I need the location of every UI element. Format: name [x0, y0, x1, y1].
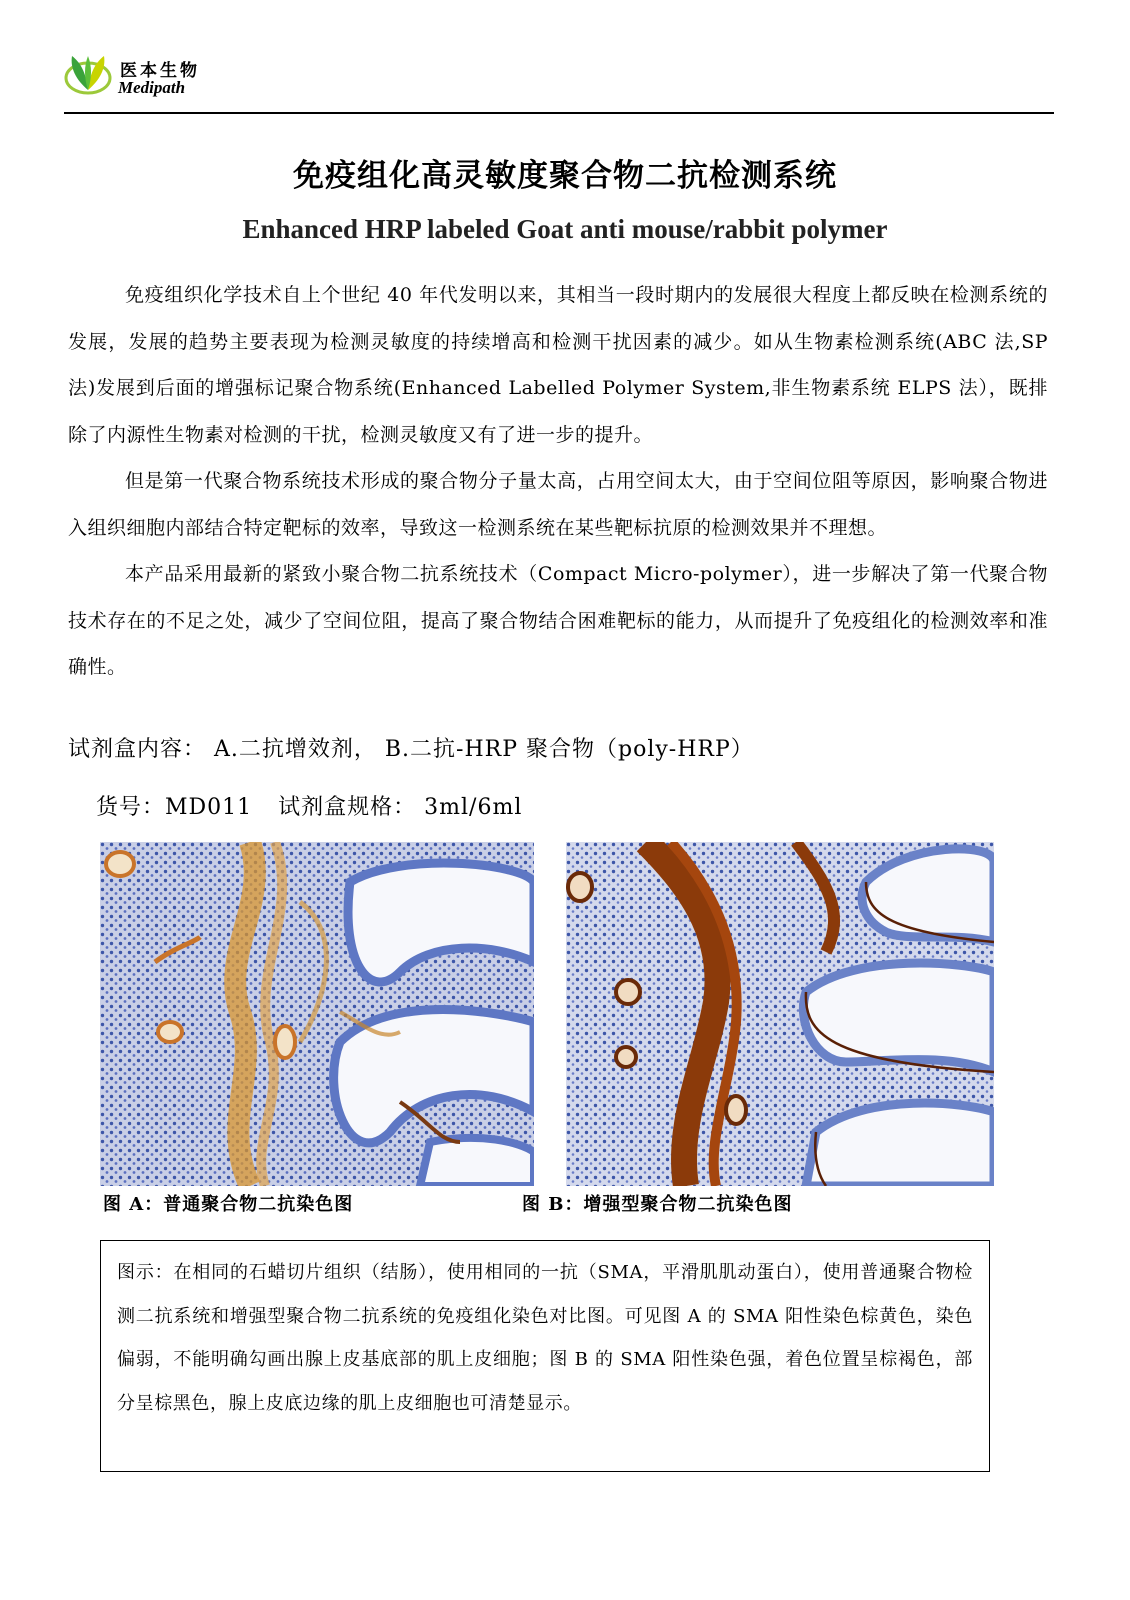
intro-text — [68, 272, 1048, 691]
leaf-logo-icon — [62, 50, 114, 96]
catalog-line — [96, 790, 522, 821]
paragraph: 本产品采用最新的紧致小聚合物二抗系统技术（Compact Micro-polymer），进一步解决了第一代聚合物技术存在的不足之处，减少了空间位阻，提高了聚合物结合困难靶标的能力，从而提升了免疫组化的检测效率和准确性。 — [68, 563, 1048, 678]
logo-chinese-name: 医本生物 — [120, 61, 200, 81]
figure-b-micrograph — [566, 842, 994, 1186]
page-header — [62, 46, 1052, 112]
header-divider — [64, 112, 1054, 114]
figure-b-caption: 图 B：增强型聚合物二抗染色图 — [522, 1194, 793, 1215]
paragraph: 免疫组织化学技术自上个世纪 40 年代发明以来，其相当一段时期内的发展很大程度上都反映在检测系统的发展，发展的趋势主要表现为检测灵敏度的持续增高和检测干扰因素的减少。如从生物素检测系统(ABC 法,SP 法)发展到后面的增强标记聚合物系统(Enhanced Labelled Polymer System,非生物素系统 ELPS 法），既排除了内源性生物素对检测的干扰，检测灵敏度又有了进一步的提升。 — [68, 284, 1048, 446]
figure-note-box — [100, 1240, 990, 1472]
figure-note-text: 图示：在相同的石蜡切片组织（结肠），使用相同的一抗（SMA，平滑肌肌动蛋白），使用普通聚合物检测二抗系统和增强型聚合物二抗系统的免疫组化染色对比图。可见图 A 的 SMA 阳性染色棕黄色，染色偏弱，不能明确勾画出腺上皮基底部的肌上皮细胞；图 B 的 SMA 阳性染色强，着色位置呈棕褐色，部分呈棕黑色，腺上皮底边缘的肌上皮细胞也可清楚显示。 — [117, 1262, 973, 1414]
page-subtitle: Enhanced HRP labeled Goat anti mouse/rabbit polymer — [242, 214, 888, 244]
figure-a-caption: 图 A：普通聚合物二抗染色图 — [103, 1194, 354, 1215]
page-title: 免疫组化高灵敏度聚合物二抗检测系统 — [293, 158, 837, 194]
paragraph: 但是第一代聚合物系统技术形成的聚合物分子量太高，占用空间太大，由于空间位阻等原因，影响聚合物进入组织细胞内部结合特定靶标的效率，导致这一检测系统在某些靶标抗原的检测效果并不理想。 — [68, 470, 1048, 539]
kit-contents: 试剂盒内容： A.二抗增效剂， B.二抗-HRP 聚合物（poly-HRP） — [68, 737, 754, 762]
logo-english-name: Medipath — [118, 78, 186, 97]
figure-a-micrograph — [100, 842, 534, 1186]
kit-spec: 试剂盒规格： 3ml/6ml — [278, 795, 523, 820]
catalog-number: 货号：MD011 — [96, 795, 253, 820]
